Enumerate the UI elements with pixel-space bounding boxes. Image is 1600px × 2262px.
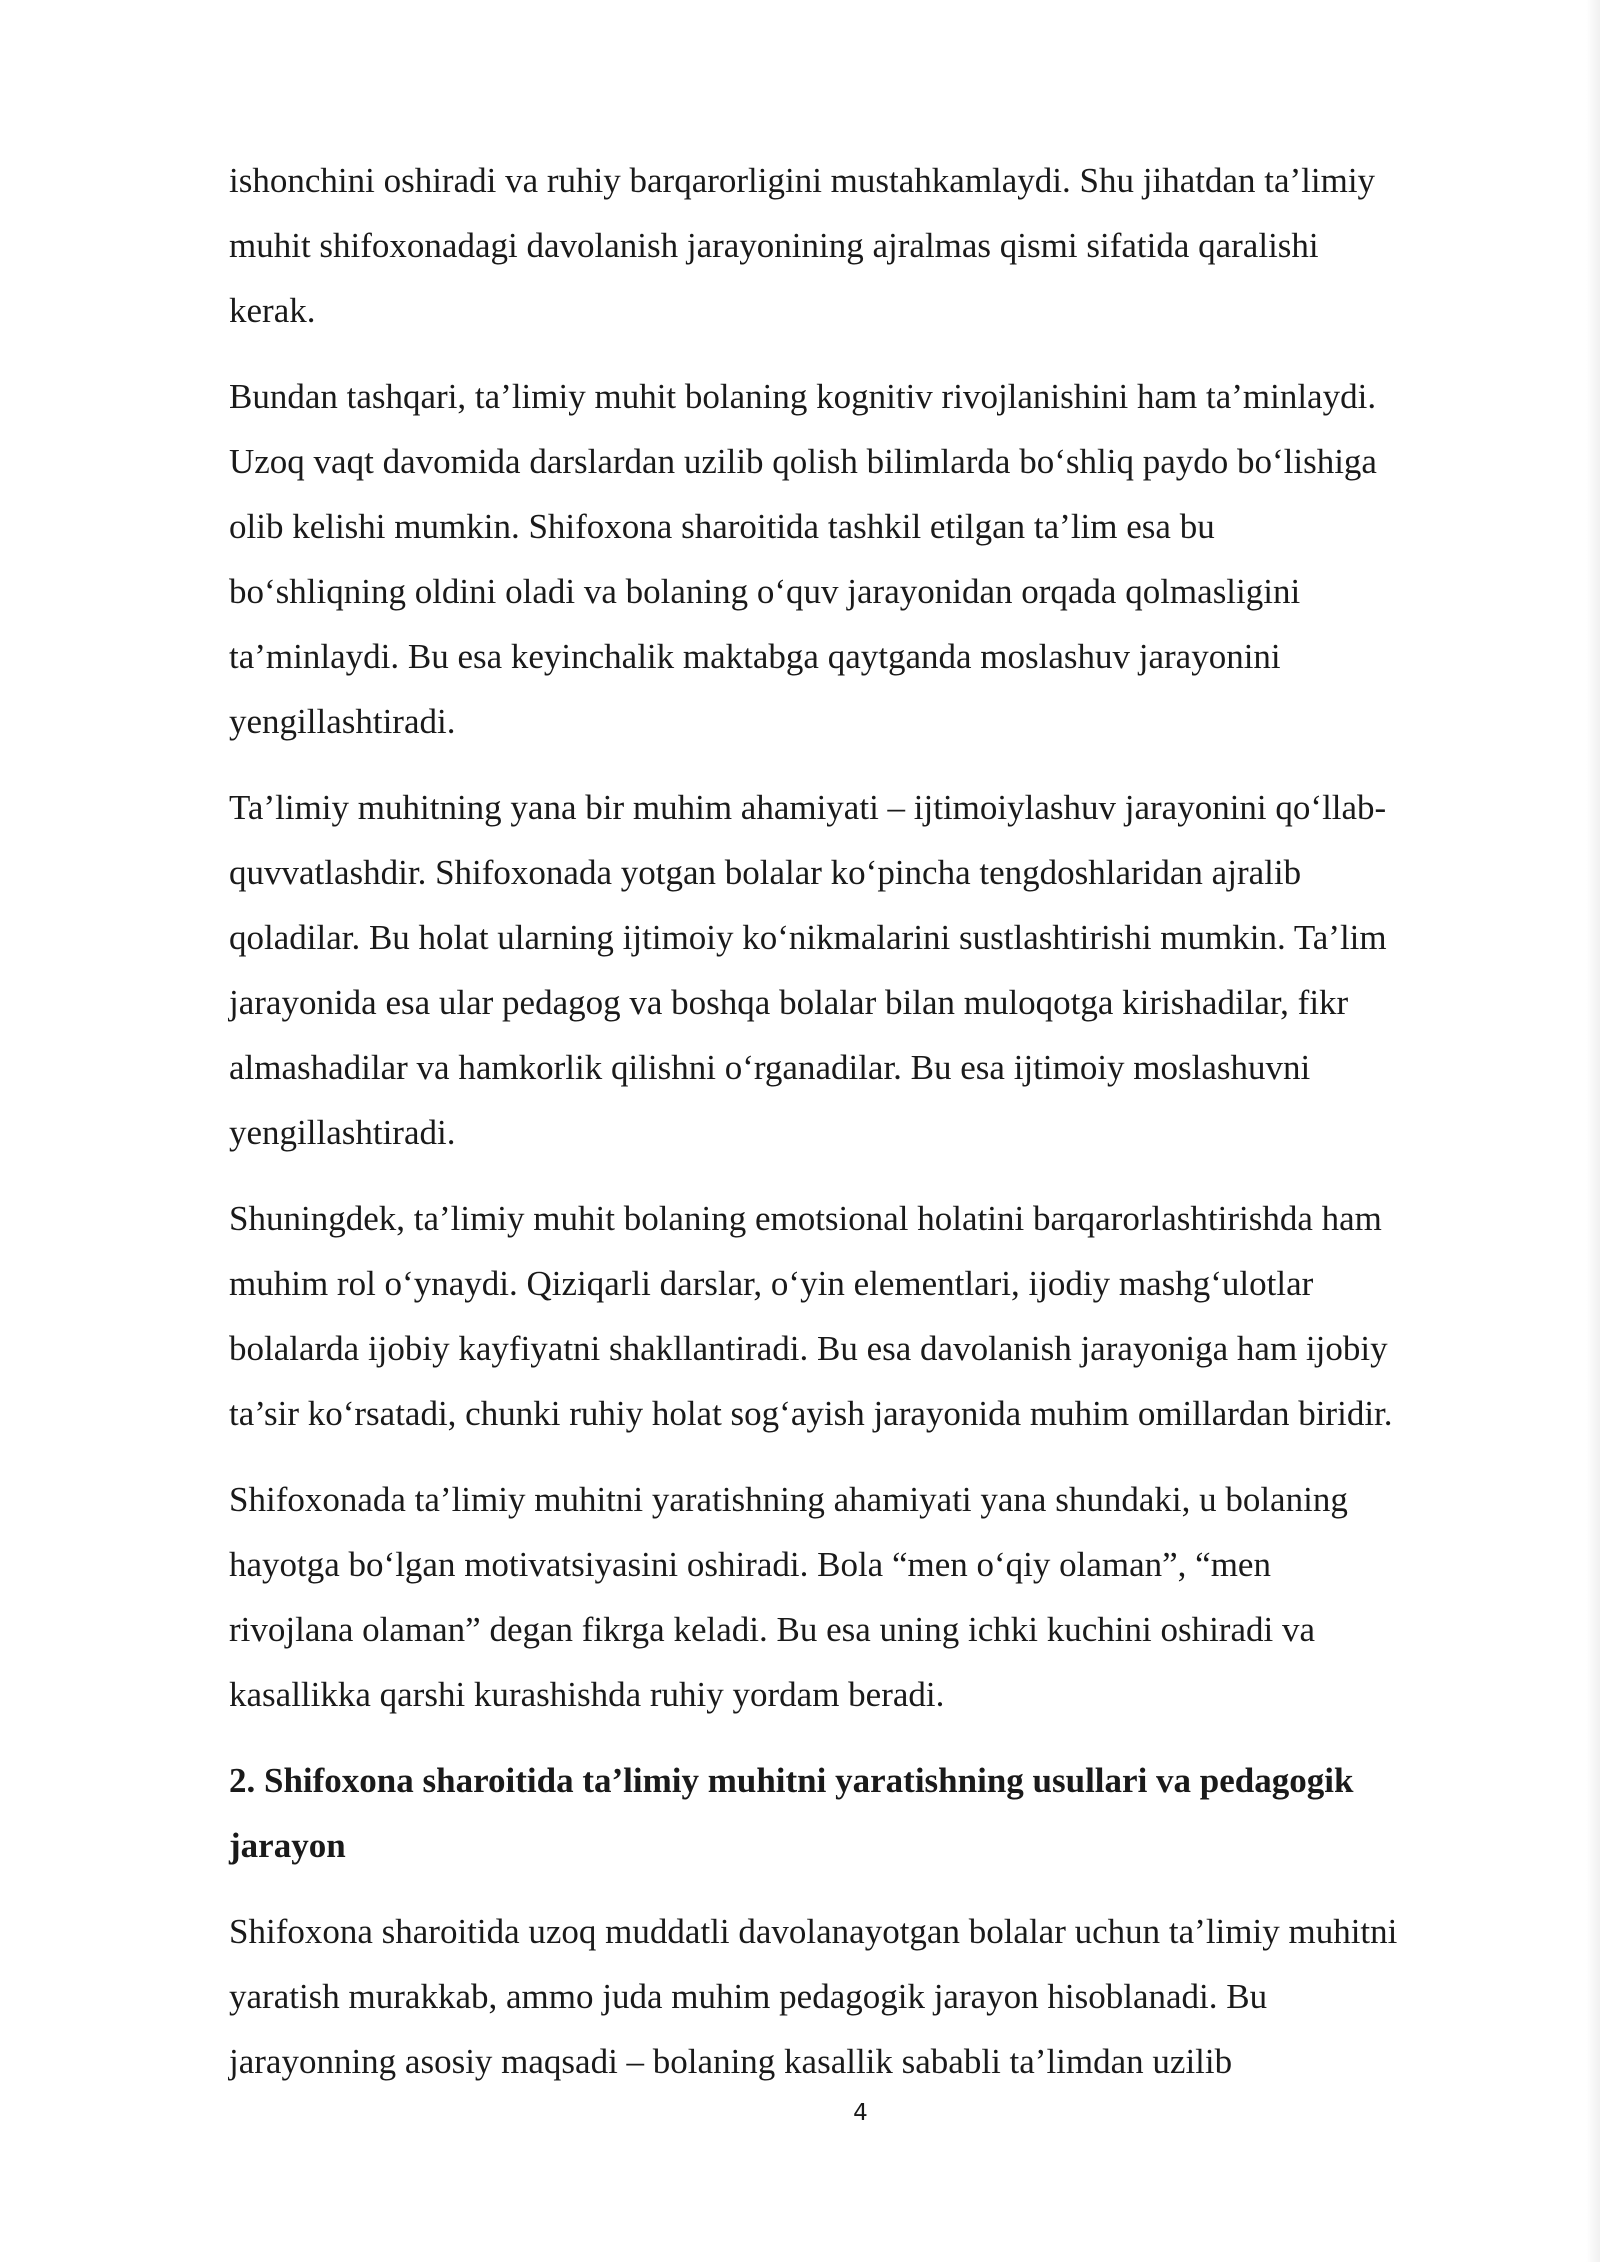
text-line: yengillashtiradi. [229, 702, 456, 741]
text-line: hayotga bo‘lgan motivatsiyasini oshiradi. Bola “men o‘qiy olaman”, “men [229, 1545, 1271, 1584]
page-number: 4 [853, 2100, 868, 2126]
text-line: qoladilar. Bu holat ularning ijtimoiy ko‘nikmalarini sustlashtirishi mumkin. Ta’lim [229, 918, 1387, 957]
text-line: ta’minlaydi. Bu esa keyinchalik maktabga qaytganda moslashuv jarayonini [229, 637, 1281, 676]
text-line: kasallikka qarshi kurashishda ruhiy yordam beradi. [229, 1675, 945, 1714]
text-line: bo‘shliqning oldini oladi va bolaning o‘quv jarayonidan orqada qolmasligini [229, 572, 1301, 611]
text-line: jarayonida esa ular pedagog va boshqa bolalar bilan muloqotga kirishadilar, fikr [229, 983, 1349, 1022]
paragraph-6 [229, 1899, 1489, 2094]
section-heading [229, 1748, 1489, 1878]
text-line: yengillashtiradi. [229, 1113, 456, 1152]
paragraph-5 [229, 1467, 1489, 1727]
text-line: Shuningdek, ta’limiy muhit bolaning emotsional holatini barqarorlashtirishda ham [229, 1199, 1382, 1238]
text-line: muhim rol o‘ynaydi. Qiziqarli darslar, o‘yin elementlari, ijodiy mashg‘ulotlar [229, 1264, 1314, 1303]
text-line: kerak. [229, 291, 316, 330]
text-line: almashadilar va hamkorlik qilishni o‘rganadilar. Bu esa ijtimoiy moslashuvni [229, 1048, 1311, 1087]
paragraph-2 [229, 364, 1489, 754]
page-content [229, 148, 1489, 2115]
page-edge-shadow [1586, 0, 1600, 2262]
text-line: muhit shifoxonadagi davolanish jarayonining ajralmas qismi sifatida qaralishi [229, 226, 1319, 265]
heading-line: 2. Shifoxona sharoitida ta’limiy muhitni yaratishning usullari va pedagogik [229, 1761, 1354, 1800]
text-line: rivojlana olaman” degan fikrga keladi. Bu esa uning ichki kuchini oshiradi va [229, 1610, 1315, 1649]
text-line: jarayonning asosiy maqsadi – bolaning kasallik sababli ta’limdan uzilib [229, 2042, 1233, 2081]
text-line: olib kelishi mumkin. Shifoxona sharoitida tashkil etilgan ta’lim esa bu [229, 507, 1215, 546]
text-line: Shifoxonada ta’limiy muhitni yaratishning ahamiyati yana shundaki, u bolaning [229, 1480, 1348, 1519]
text-line: Shifoxona sharoitida uzoq muddatli davolanayotgan bolalar uchun ta’limiy muhitni [229, 1912, 1398, 1951]
text-line: Uzoq vaqt davomida darslardan uzilib qolish bilimlarda bo‘shliq paydo bo‘lishiga [229, 442, 1377, 481]
paragraph-3 [229, 775, 1489, 1165]
text-line: ta’sir ko‘rsatadi, chunki ruhiy holat sog‘ayish jarayonida muhim omillardan biridir. [229, 1394, 1393, 1433]
paragraph-4 [229, 1186, 1489, 1446]
text-line: ishonchini oshiradi va ruhiy barqarorligini mustahkamlaydi. Shu jihatdan ta’limiy [229, 161, 1376, 200]
text-line: bolalarda ijobiy kayfiyatni shakllantiradi. Bu esa davolanish jarayoniga ham ijobiy [229, 1329, 1388, 1368]
text-line: Ta’limiy muhitning yana bir muhim ahamiyati – ijtimoiylashuv jarayonini qo‘llab- [229, 788, 1387, 827]
text-line: yaratish murakkab, ammo juda muhim pedagogik jarayon hisoblanadi. Bu [229, 1977, 1268, 2016]
text-line: Bundan tashqari, ta’limiy muhit bolaning kognitiv rivojlanishini ham ta’minlaydi. [229, 377, 1377, 416]
text-line: quvvatlashdir. Shifoxonada yotgan bolalar ko‘pincha tengdoshlaridan ajralib [229, 853, 1302, 892]
heading-line: jarayon [229, 1826, 346, 1865]
paragraph-1 [229, 148, 1489, 343]
